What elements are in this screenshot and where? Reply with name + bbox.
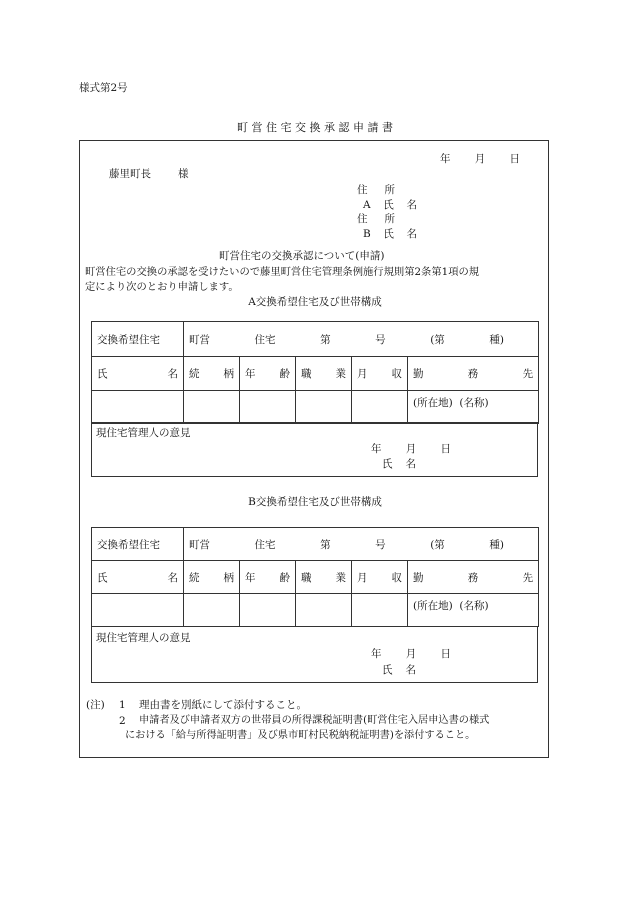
header-name: 氏 名 — [92, 561, 184, 594]
occupation-input-cell[interactable] — [296, 391, 352, 424]
header-relation: 続 柄 — [184, 357, 240, 391]
section-a-opinion-name: 氏 名 — [382, 458, 416, 470]
note-2-text: 申請者及び申請者双方の世帯員の所得課税証明書(町営住宅入居申込書の様式 — [139, 715, 490, 726]
name-input-cell[interactable] — [92, 391, 184, 424]
header-occupation: 職 業 — [296, 561, 352, 594]
age-input-cell[interactable] — [240, 391, 296, 424]
applicant-a-address-label: 住 所 — [357, 184, 395, 196]
section-b-heading: B交換希望住宅及び世帯構成 — [248, 496, 382, 508]
header-age: 年 齢 — [240, 357, 296, 391]
workplace-input-cell[interactable]: (所在地) (名称) — [408, 594, 539, 627]
relation-input-cell[interactable] — [184, 391, 240, 424]
note-1-number: 1 — [119, 699, 126, 711]
header-occupation: 職 業 — [296, 357, 352, 391]
note-2-continuation: における「給与所得証明書」及び県市町村民税納税証明書)を添付すること。 — [125, 730, 476, 741]
body-line-1: 町営住宅の交換の承認を受けたいので藤里町営住宅管理条例施行規則第2条第1項の規 — [85, 266, 480, 278]
header-income: 月 収 — [352, 357, 408, 391]
income-input-cell[interactable] — [352, 391, 408, 424]
section-b-opinion-name: 氏 名 — [382, 664, 416, 676]
header-workplace: 勤 務 先 — [408, 561, 539, 594]
applicant-b-address-label: 住 所 — [357, 213, 395, 225]
note-1-text: 理由書を別紙にして添付すること。 — [139, 699, 307, 711]
date-month-label: 月 — [474, 153, 486, 165]
form-number: 様式第2号 — [79, 82, 128, 94]
section-a-heading: A交換希望住宅及び世帯構成 — [248, 296, 382, 308]
applicant-b-name-label: B 氏 名 — [363, 228, 417, 240]
header-name: 氏 名 — [92, 357, 184, 391]
occupation-input-cell[interactable] — [296, 594, 352, 627]
applicant-a-name-label: A 氏 名 — [363, 199, 417, 211]
header-income: 月 収 — [352, 561, 408, 594]
document-title: 町 営 住 宅 交 換 承 認 申 請 書 — [237, 121, 393, 134]
honorific: 様 — [178, 168, 189, 180]
section-a-opinion-date: 年 月 日 — [371, 443, 451, 455]
relation-input-cell[interactable] — [184, 594, 240, 627]
housing-label-cell: 交換希望住宅 — [92, 322, 184, 357]
header-relation: 続 柄 — [184, 561, 240, 594]
section-b-opinion-label: 現住宅管理人の意見 — [96, 632, 191, 644]
workplace-input-cell[interactable]: (所在地) (名称) — [408, 391, 539, 424]
header-age: 年 齢 — [240, 561, 296, 594]
date-line — [440, 154, 520, 165]
section-b-opinion-date: 年 月 日 — [371, 648, 451, 660]
notes-prefix: (注) — [86, 699, 105, 711]
housing-detail-cell: 町営 住宅 第 号 (第 種) — [184, 322, 539, 357]
body-line-2: 定により次のとおり申請します。 — [85, 281, 239, 293]
subject-line: 町営住宅の交換承認について(申請) — [219, 250, 385, 262]
section-a-table — [91, 321, 539, 424]
housing-detail-cell: 町営 住宅 第 号 (第 種) — [184, 528, 539, 561]
age-input-cell[interactable] — [240, 594, 296, 627]
name-input-cell[interactable] — [92, 594, 184, 627]
date-year-label: 年 — [440, 153, 451, 165]
date-day-label: 日 — [509, 153, 520, 165]
section-b-table — [91, 527, 539, 627]
housing-label-cell: 交換希望住宅 — [92, 528, 184, 561]
note-2-number: 2 — [119, 715, 126, 727]
section-a-opinion-label: 現住宅管理人の意見 — [96, 427, 191, 439]
income-input-cell[interactable] — [352, 594, 408, 627]
addressee: 藤里町長 — [109, 168, 151, 180]
header-workplace: 勤 務 先 — [408, 357, 539, 391]
